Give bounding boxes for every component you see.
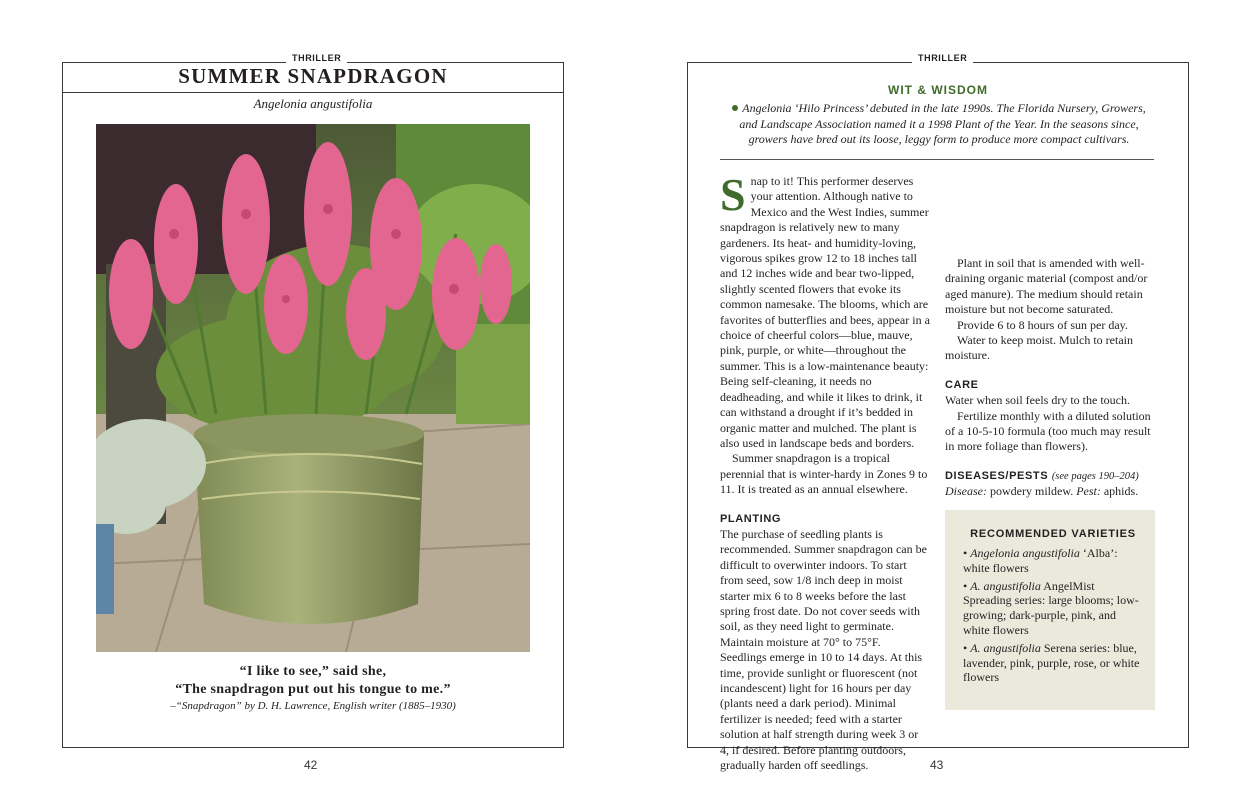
hardiness-paragraph: Summer snapdragon is a tropical perennial that is winter-hardy in Zones 9 to 11. It is treated as an annual elsewhere. bbox=[720, 451, 928, 497]
diseases-heading-label: DISEASES/PESTS bbox=[945, 469, 1049, 482]
variety-description: large blooms; low-growing; dark-purple, pink, and white flowers bbox=[963, 593, 1139, 637]
wit-divider bbox=[720, 159, 1154, 160]
variety-description: blue, lavender, pink, purple, rose, or white flowers bbox=[963, 640, 1140, 685]
drop-cap: S bbox=[720, 169, 746, 220]
planting-sun-paragraph: Provide 6 to 8 hours of sun per day. bbox=[957, 317, 1128, 332]
diseases-paragraph bbox=[945, 484, 1157, 499]
wit-wisdom-heading: WIT & WISDOM bbox=[888, 83, 988, 97]
bullet-dot-icon bbox=[732, 105, 738, 111]
quote-line-2: “The snapdragon put out his tongue to me.” bbox=[175, 682, 451, 697]
section-tag-right: THRILLER bbox=[912, 53, 973, 63]
variety-description: white flowers bbox=[963, 560, 1029, 575]
variety-name: A. angustifolia bbox=[970, 640, 1041, 655]
intro-text: nap to it! This performer deserves your attention. Although native to Mexico and the West Indies, summer snapdragon is relatively new to many gardeners. Its heat- and humidity-loving, vigorous spikes grow 12 to 18 inches tall and 12 inches wide and bear two-lipped, slightly scented flowers that evoke its common namesake. The blooms, which are favorites of butterflies and bees, appear in a choice of cheerful colors—blue, mauve, pink, purple, or white—throughout the summer. This is a low-maintenance beauty: Being self-cleaning, it needs no deadheading, and while it likes to drink, it can withstand a drought if it’s bedded in organic matter and mulched. The plant is also used in landscape beds and borders. bbox=[720, 174, 930, 450]
care-heading: CARE bbox=[945, 378, 979, 391]
text-column-right bbox=[945, 174, 1157, 500]
planting-paragraph: The purchase of seedling plants is recommended. Summer snapdragon can be difficult to overwinter indoors. To start from seed, sow 1/8 inch deep in moist starter mix 6 to 8 weeks before the last spring frost date. Do not cover seeds with soil, as they need light to germinate. Maintain moisture at 70° to 75°F. Seedlings emerge in 10 to 14 days. At this time, provide sunlight or fluorescent (not incandescent) light for 16 hours per day (plants need a dark period). Minimal fertilizer is needed; feed with a starter solution at half strength during week 3 or 4, if desired. Before planting outdoors, gradually harden off seedlings. bbox=[720, 526, 927, 773]
variety-item: • A. angustifolia AngelMist Spreading series: large blooms; low-growing; dark-purple, pink, and white flowers bbox=[963, 578, 1139, 637]
planting-soil-paragraph: Plant in soil that is amended with well-draining organic material (compost and/or aged manure). The medium should retain moisture but not become saturated. bbox=[945, 256, 1148, 317]
page-number-right: 43 bbox=[930, 758, 944, 772]
pest-label: Pest: bbox=[1076, 484, 1101, 499]
care-fertilize-paragraph: Fertilize monthly with a diluted solution of a 10-5-10 formula (too much may result in more foliage than flowers). bbox=[945, 408, 1151, 454]
intro-paragraph bbox=[720, 169, 930, 451]
page-number-left: 42 bbox=[304, 758, 318, 772]
planting-water-paragraph: Water to keep moist. Mulch to retain moisture. bbox=[945, 333, 1133, 363]
recommended-varieties-box bbox=[945, 510, 1155, 710]
wit-wisdom-body: Angelonia ‘Hilo Princess’ debuted in the late 1990s. The Florida Nursery, Growers, and Landscape Association named it a 1998 Plant of the Year. In the seasons since, growers have bred out its loose, leggy form to produce more compact cultivars. bbox=[739, 101, 1146, 146]
quote-line-1: “I like to see,” said she, bbox=[239, 664, 387, 679]
title-divider bbox=[62, 92, 564, 93]
care-water-paragraph: Water when soil feels dry to the touch. bbox=[945, 393, 1130, 408]
pest-text: aphids. bbox=[1103, 484, 1139, 499]
variety-item: • A. angustifolia Serena series: blue, lavender, pink, purple, rose, or white flowers bbox=[963, 640, 1140, 685]
variety-item: • Angelonia angustifolia ‘Alba’: white flowers bbox=[963, 546, 1118, 575]
wit-wisdom-text bbox=[728, 101, 1150, 148]
latin-name: Angelonia angustifolia bbox=[253, 96, 373, 111]
plant-photo bbox=[96, 124, 530, 652]
planting-heading: PLANTING bbox=[720, 512, 782, 525]
quote-citation: –“Snapdragon” by D. H. Lawrence, English writer (1885–1930) bbox=[170, 700, 456, 712]
section-tag: THRILLER bbox=[286, 53, 347, 63]
text-column-left bbox=[720, 169, 930, 773]
diseases-heading bbox=[945, 469, 1157, 484]
disease-text: powdery mildew. bbox=[990, 484, 1074, 499]
variety-cultivar: ‘Alba’: bbox=[1082, 546, 1118, 560]
page-title: SUMMER SNAPDRAGON bbox=[178, 64, 448, 88]
variety-cultivar: AngelMist Spreading series: bbox=[963, 578, 1095, 608]
recommended-heading: RECOMMENDED VARIETIES bbox=[970, 528, 1136, 540]
variety-name: A. angustifolia bbox=[970, 578, 1041, 593]
disease-label: Disease: bbox=[945, 484, 987, 499]
variety-name: Angelonia angustifolia bbox=[970, 546, 1080, 560]
variety-cultivar: Serena series: bbox=[1043, 640, 1111, 655]
diseases-page-ref: (see pages 190–204) bbox=[1051, 470, 1139, 482]
